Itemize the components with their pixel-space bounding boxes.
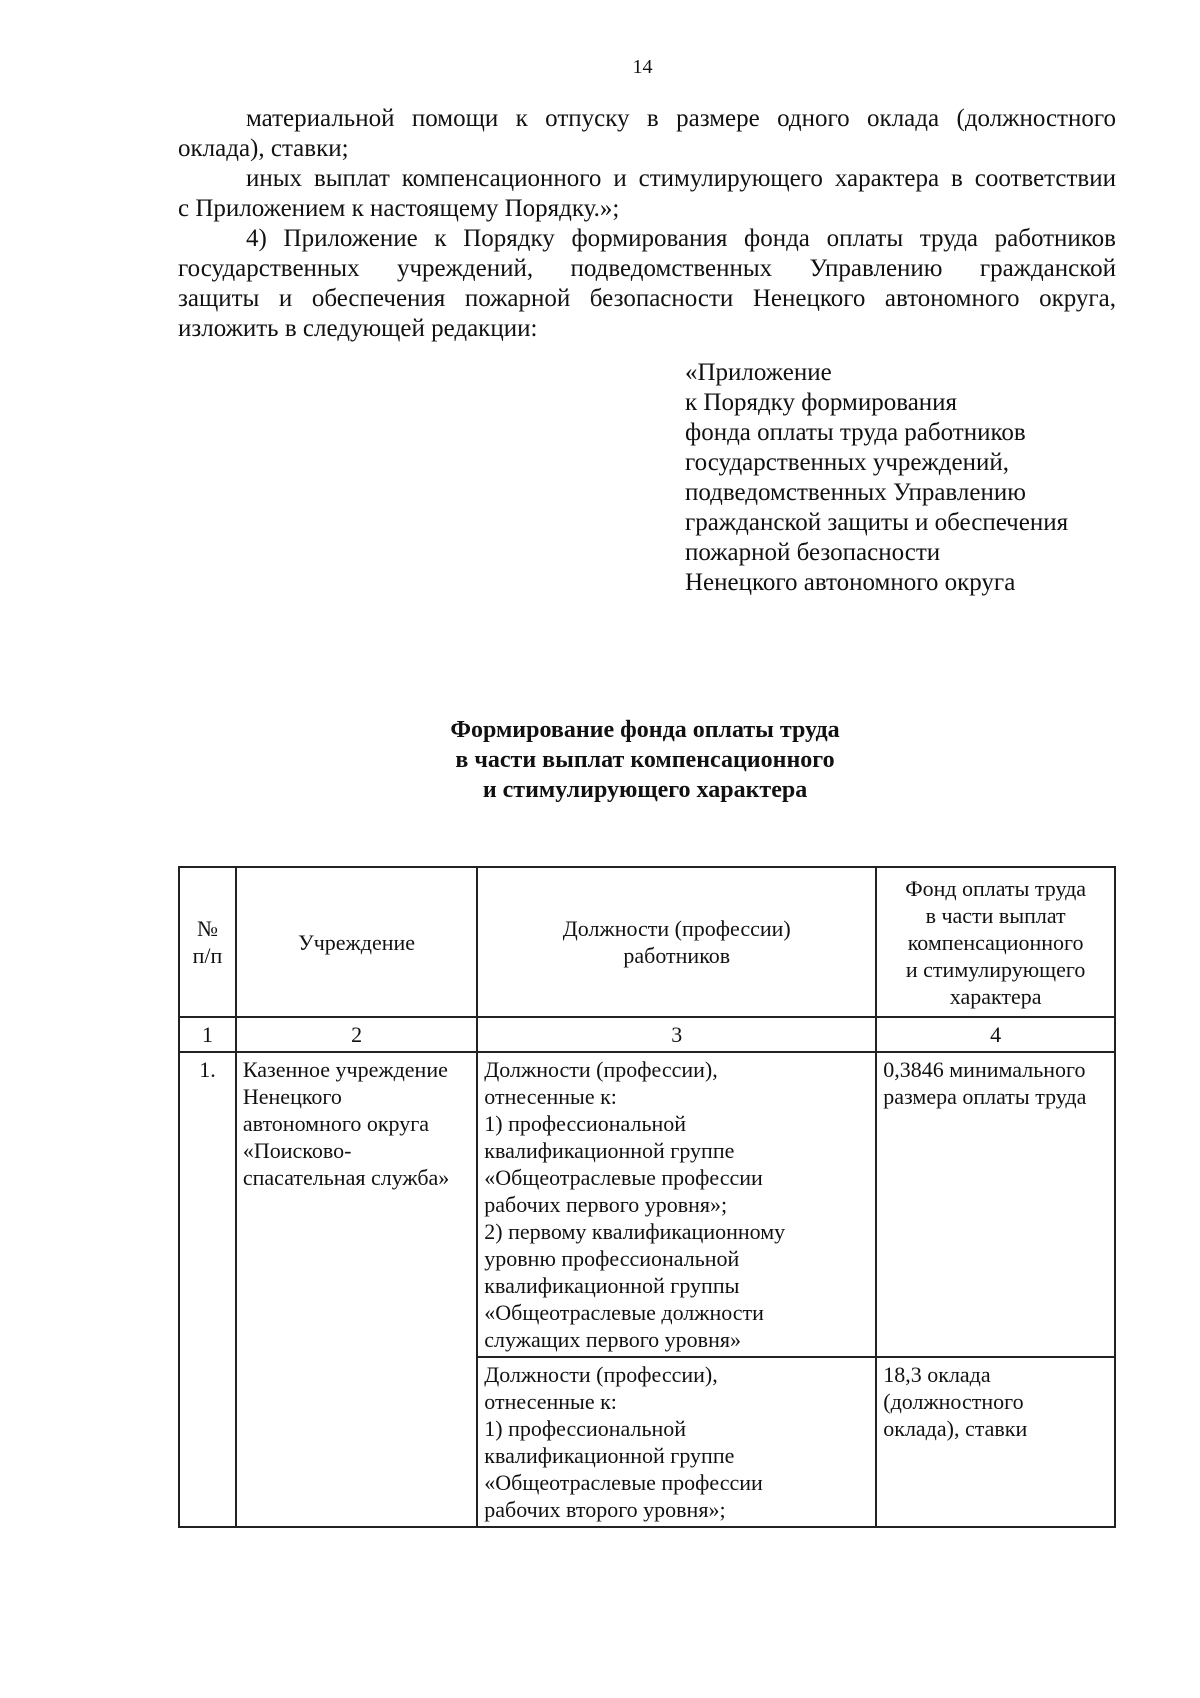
header-text: работников	[623, 943, 731, 968]
text-line: защиты и обеспечения пожарной безопасности Ненецкого автономного округа,	[178, 285, 1116, 312]
appendix-line: подведомственных Управлению	[685, 479, 1026, 506]
cell-text: 1) профессиональной	[484, 1416, 687, 1441]
header-number	[179, 867, 236, 1017]
cell-text: «Общеотраслевые профессии	[484, 1470, 763, 1495]
header-text: характера	[949, 983, 1042, 1009]
column-number: 1	[179, 1017, 236, 1052]
cell-text: уровню профессиональной	[484, 1246, 740, 1271]
cell-text: спасательная служба»	[242, 1165, 450, 1190]
cell-text: 18,3 оклада	[883, 1362, 991, 1387]
table-row	[179, 1052, 1115, 1357]
cell-text: Казенное учреждение	[242, 1057, 448, 1082]
header-text: Фонд оплаты труда	[905, 875, 1087, 901]
paragraph-2	[178, 164, 1116, 224]
appendix-header	[685, 358, 1068, 598]
text-line: государственных учреждений, подведомственных Управлению гражданской	[178, 255, 1116, 282]
header-positions	[477, 867, 876, 1017]
cell-text: Должности (профессии),	[484, 1362, 718, 1387]
paragraph-3	[178, 224, 1116, 344]
cell-text: 2) первому квалификационному	[484, 1219, 786, 1244]
cell-text: служащих первого уровня»	[484, 1327, 741, 1352]
row-fund	[876, 1357, 1115, 1527]
cell-text: Должности (профессии),	[484, 1057, 718, 1082]
document-title	[175, 715, 1115, 805]
text-line: материальной помощи к отпуску в размере одного оклада (должностного	[246, 105, 1116, 132]
appendix-line: государственных учреждений,	[685, 449, 1009, 476]
cell-text: (должностного	[883, 1389, 1024, 1414]
cell-text: квалификационной группе	[484, 1443, 735, 1468]
text-line: 4) Приложение к Порядку формирования фонда оплаты труда работников	[246, 225, 1116, 252]
cell-text: 0,3846 минимального	[883, 1057, 1086, 1082]
title-line: в части выплат компенсационного	[455, 747, 835, 773]
text-line: оклада), ставки;	[178, 135, 349, 162]
cell-text: размера оплаты труда	[883, 1084, 1087, 1109]
row-institution	[236, 1052, 477, 1527]
header-institution	[236, 867, 477, 1017]
appendix-line: Ненецкого автономного округа	[685, 569, 1016, 596]
row-positions	[477, 1052, 876, 1357]
appendix-line: гражданской защиты и обеспечения	[685, 509, 1069, 536]
header-text: №	[196, 916, 218, 941]
cell-text: рабочих первого уровня»;	[484, 1192, 728, 1217]
cell-text: «Общеотраслевые должности	[484, 1300, 764, 1325]
fund-table	[178, 866, 1116, 1528]
page-number: 14	[632, 56, 653, 78]
header-text: и стимулирующего	[905, 956, 1086, 982]
cell-text: отнесенные к:	[484, 1084, 617, 1109]
title-line: и стимулирующего характера	[482, 777, 808, 803]
header-text: Учреждение	[298, 929, 416, 955]
column-number: 4	[876, 1017, 1115, 1052]
header-text: Должности (профессии)	[562, 916, 791, 941]
row-number: 1.	[179, 1052, 236, 1527]
header-text: в части выплат	[925, 902, 1066, 928]
table-header-row	[179, 867, 1115, 1017]
cell-text: отнесенные к:	[484, 1389, 617, 1414]
column-number: 2	[236, 1017, 477, 1052]
cell-text: рабочих второго уровня»;	[484, 1497, 726, 1522]
header-text: компенсационного	[907, 929, 1084, 955]
cell-text: квалификационной группы	[484, 1273, 740, 1298]
cell-text: автономного округа	[242, 1111, 430, 1136]
appendix-line: фонда оплаты труда работников	[685, 419, 1026, 446]
cell-text: квалификационной группе	[484, 1138, 735, 1163]
appendix-line: «Приложение	[685, 359, 832, 386]
cell-text: оклада), ставки	[883, 1416, 1028, 1441]
cell-text: «Общеотраслевые профессии	[484, 1165, 763, 1190]
row-fund	[876, 1052, 1115, 1357]
title-line: Формирование фонда оплаты труда	[450, 717, 840, 743]
text-line: изложить в следующей редакции:	[178, 315, 538, 342]
cell-text: «Поисково-	[242, 1138, 352, 1163]
appendix-line: пожарной безопасности	[685, 539, 941, 566]
text-line: иных выплат компенсационного и стимулирующего характера в соответствии	[246, 165, 1116, 192]
header-text: п/п	[192, 943, 223, 968]
column-number-row	[179, 1017, 1115, 1052]
cell-text: Ненецкого	[242, 1084, 342, 1109]
row-positions	[477, 1357, 876, 1527]
text-line: с Приложением к настоящему Порядку.»;	[178, 195, 620, 222]
header-fund	[876, 867, 1115, 1017]
column-number: 3	[477, 1017, 876, 1052]
appendix-line: к Порядку формирования	[685, 389, 958, 416]
paragraph-1	[178, 104, 1116, 164]
cell-text: 1) профессиональной	[484, 1111, 687, 1136]
